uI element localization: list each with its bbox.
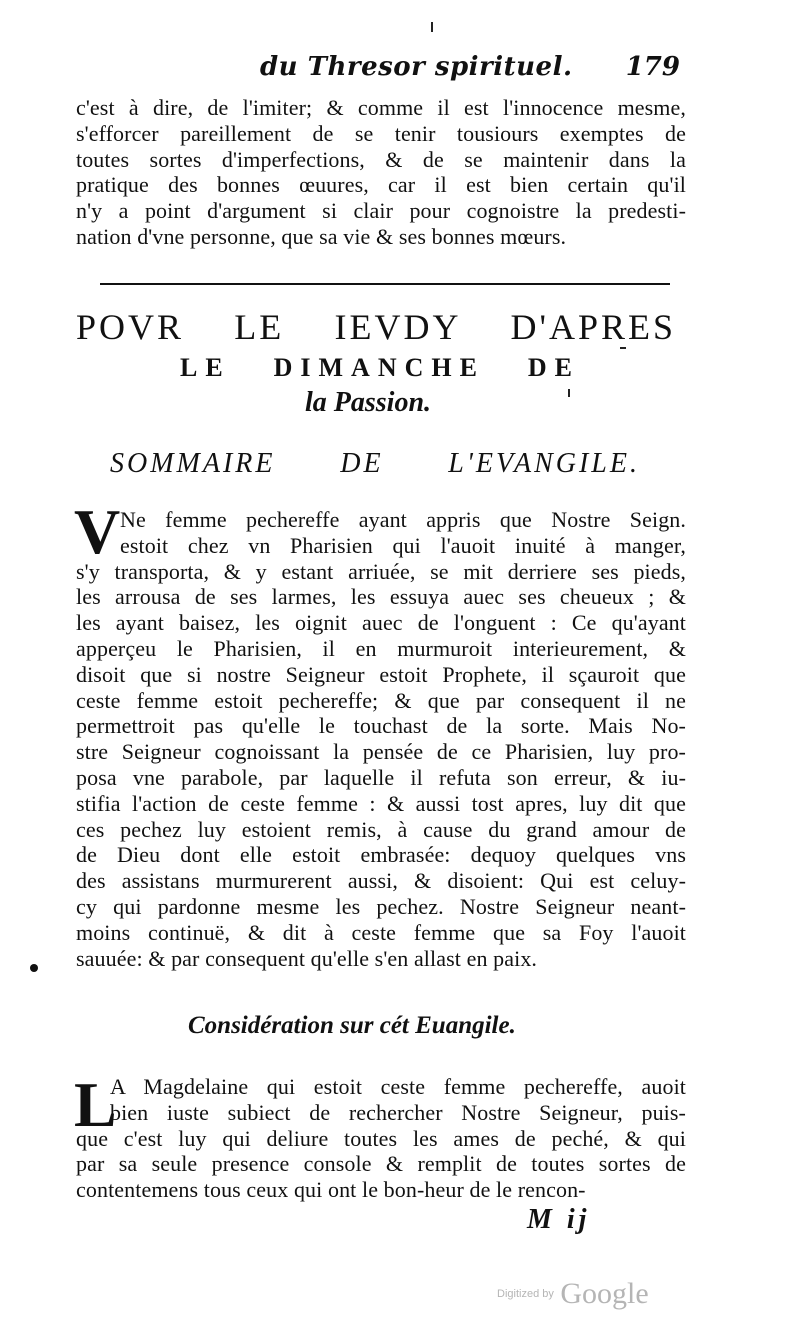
text-line: moins continuë, & dit à ceste femme que sa Foy l'auoit (76, 919, 686, 945)
drop-cap-l: L (74, 1069, 117, 1140)
text-line: stifia l'action de ceste femme : & aussi tost apres, luy dit que (76, 790, 686, 816)
text-line: n'y a point d'argument si clair pour cognoistre la predesti- (76, 198, 686, 224)
text-line: des assistans murmurerent aussi, & disoient: Qui est celuy- (76, 868, 686, 894)
section-subtitle: LE DIMANCHE DE (180, 353, 580, 382)
consideration-paragraph (74, 1069, 686, 1203)
text-line: disoit que si nostre Seigneur estoit Prophete, il sçauroit que (76, 661, 686, 687)
text-line: apperçeu le Pharisien, il en murmuroit interieurement, & (76, 635, 686, 661)
text-line: nation d'vne personne, que sa vie & ses bonnes mœurs. (76, 223, 567, 249)
text-line: les ayant baisez, les oignit auec de l'onguent : Ce qu'ayant (76, 610, 686, 636)
text-line: pratique des bonnes œuures, car il est bien certain qu'il (76, 172, 686, 198)
text-line: les arrousa de ses larmes, les essuya auec ses cheueux ; & (76, 584, 686, 610)
text-line: ces pechez luy estoient remis, à cause du grand amour de (76, 816, 686, 842)
text-line: A Magdelaine qui estoit ceste femme pechereffe, auoit (110, 1074, 686, 1099)
text-line: contentemens tous ceux qui ont le bon-heur de le rencon- (76, 1177, 586, 1203)
section-title: POVR LE IEVDY D'APRES (76, 307, 676, 347)
sommaire-heading: SOMMAIRE DE L'EVANGILE. (110, 448, 640, 479)
text-line: s'y transporta, & y estant arriuée, se mit derriere ses pieds, (76, 558, 686, 584)
text-line: de Dieu dont elle estoit embrasée: dequoy quelques vns (76, 842, 686, 868)
margin-mark (30, 964, 38, 972)
text-line: toutes sortes d'imperfections, & de se maintenir dans la (76, 146, 686, 172)
text-line: estoit chez vn Pharisien qui l'auoit inuité à manger, (120, 532, 686, 558)
digitization-watermark (497, 1277, 649, 1311)
print-speck (431, 22, 433, 32)
text-line: posa vne parabole, par laquelle il refuta son erreur, & iu- (76, 764, 686, 790)
text-line: sauuée: & par consequent qu'elle s'en allast en paix. (76, 945, 538, 971)
text-line: que c'est luy qui deliure toutes les ames de peché, & qui (76, 1125, 686, 1151)
watermark-prefix: Digitized by (497, 1288, 554, 1300)
text-line: ceste femme estoit pechereffe; & que par consequent il ne (76, 687, 686, 713)
page-header (250, 52, 680, 92)
text-line: s'efforcer pareillement de se tenir tousiours exemptes de (76, 120, 686, 146)
text-line: stre Seigneur cognoissant la pensée de ce Pharisien, luy pro- (76, 739, 686, 765)
top-paragraph (76, 95, 686, 250)
text-line: permettroit pas qu'elle le touchast de la sorte. Mais No- (76, 713, 686, 739)
print-speck (620, 347, 626, 349)
text-line: Ne femme pechereffe ayant appris que Nostre Seign. (120, 507, 686, 532)
section-title-italic: la Passion. (305, 387, 432, 418)
text-line: bien iuste subiect de rechercher Nostre Seigneur, puis- (110, 1099, 686, 1125)
page-number: 179 (625, 52, 680, 82)
text-line: par sa seule presence console & remplit de toutes sortes de (76, 1151, 686, 1177)
running-head: du Thresor spirituel. (260, 52, 573, 82)
text-line: c'est à dire, de l'imiter; & comme il est l'innocence mesme, (76, 95, 686, 120)
consideration-heading: Considération sur cét Euangile. (188, 1012, 516, 1039)
drop-cap-v: V (74, 496, 121, 567)
signature-mark: M ij (527, 1204, 591, 1235)
print-speck (568, 389, 570, 397)
text-line: cy qui pardonne mesme les pechez. Nostre Seigneur neant- (76, 893, 686, 919)
section-divider (100, 283, 670, 285)
watermark-brand: Google (560, 1277, 649, 1310)
summary-paragraph (76, 507, 686, 971)
